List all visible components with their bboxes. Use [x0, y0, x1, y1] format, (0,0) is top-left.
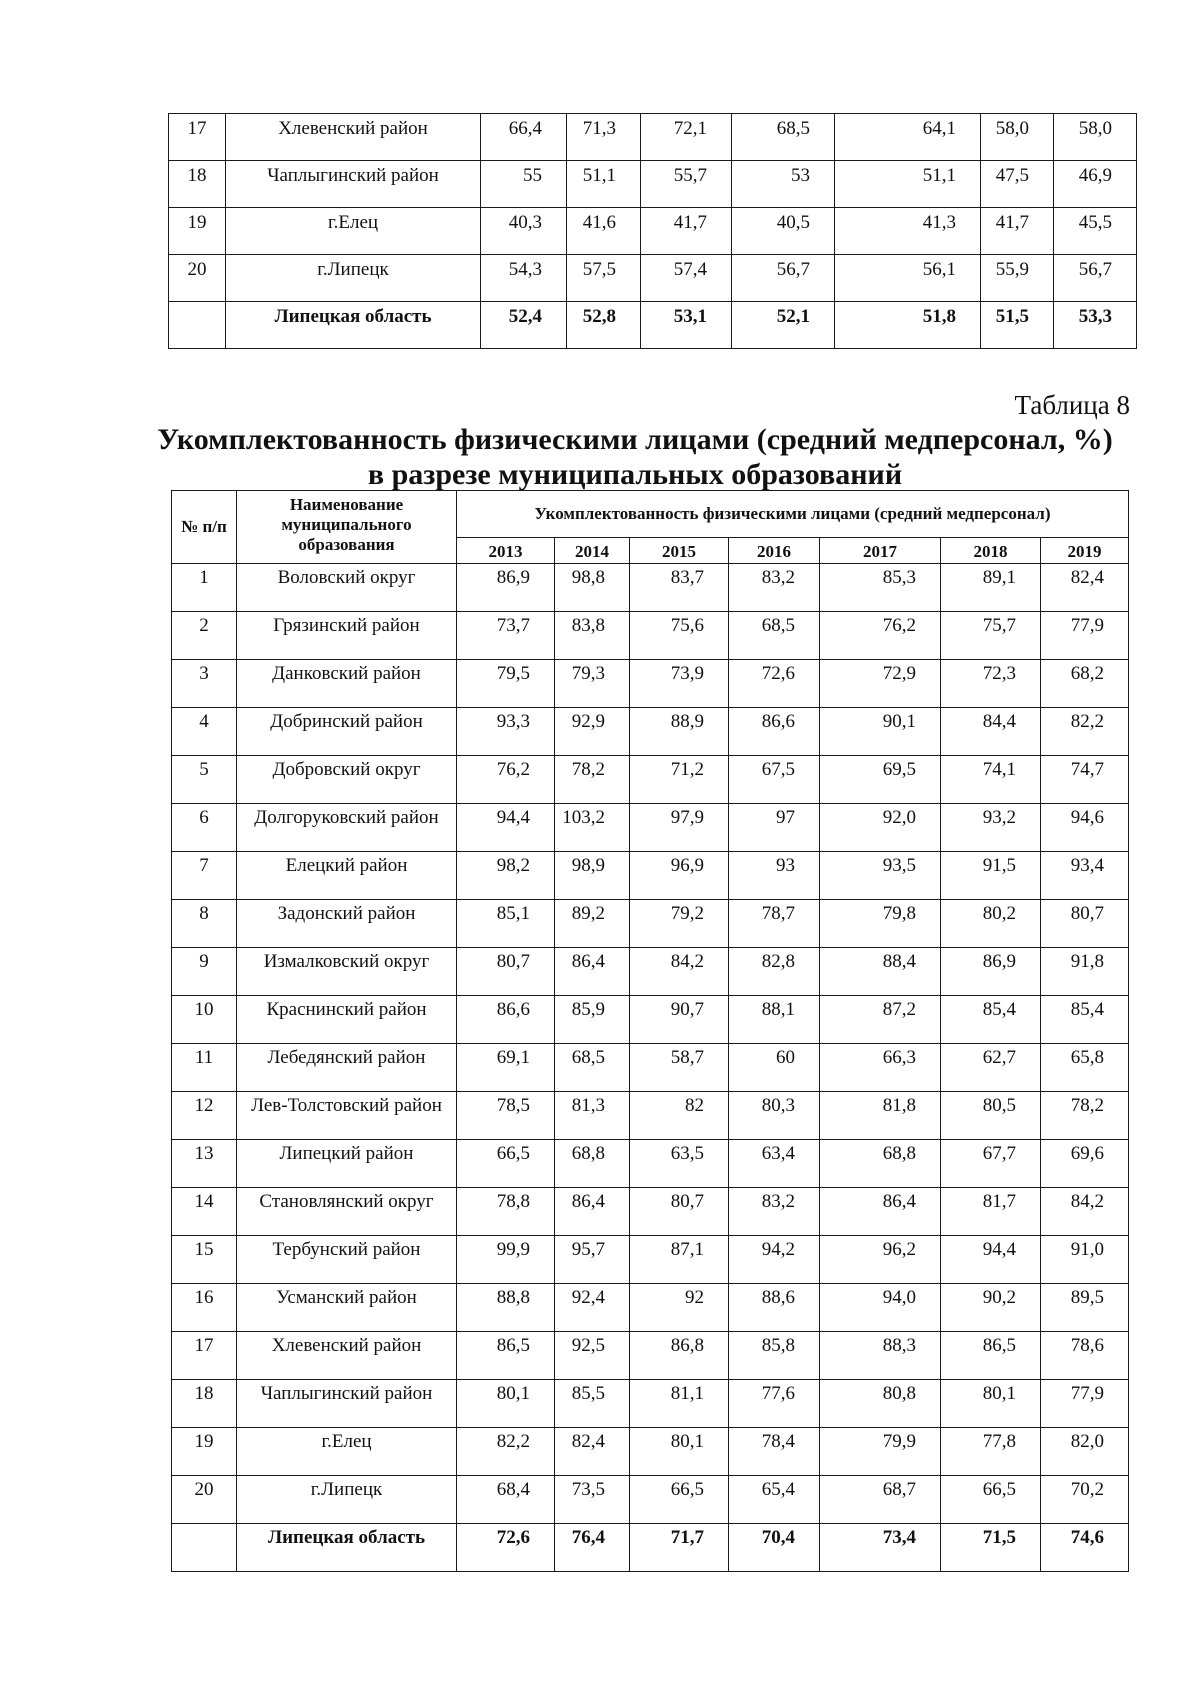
row-number: 3: [172, 660, 237, 708]
header-year: 2018: [941, 538, 1041, 564]
row-value: 93,4: [1041, 852, 1129, 900]
row-value: 60: [729, 1044, 820, 1092]
row-value: 73,9: [630, 660, 729, 708]
empty-cell: [169, 302, 226, 349]
row-value: 81,8: [820, 1092, 941, 1140]
table-body: [172, 564, 1129, 1572]
row-value: 80,7: [630, 1188, 729, 1236]
row-value: 56,7: [732, 255, 835, 302]
row-value: 84,4: [941, 708, 1041, 756]
row-value: 86,6: [729, 708, 820, 756]
row-value: 41,7: [641, 208, 732, 255]
row-value: 71,3: [567, 114, 641, 161]
row-name: Краснинский район: [237, 996, 457, 1044]
row-value: 58,0: [981, 114, 1054, 161]
row-value: 73,7: [457, 612, 555, 660]
row-value: 78,7: [729, 900, 820, 948]
row-value: 79,5: [457, 660, 555, 708]
row-value: 94,6: [1041, 804, 1129, 852]
row-value: 94,0: [820, 1284, 941, 1332]
table-row: [172, 1332, 1129, 1380]
row-value: 74,1: [941, 756, 1041, 804]
row-value: 41,3: [835, 208, 981, 255]
row-number: 16: [172, 1284, 237, 1332]
total-value: 72,6: [457, 1524, 555, 1572]
row-value: 80,3: [729, 1092, 820, 1140]
row-value: 77,6: [729, 1380, 820, 1428]
row-number: 14: [172, 1188, 237, 1236]
row-value: 68,7: [820, 1476, 941, 1524]
row-value: 63,5: [630, 1140, 729, 1188]
row-value: 69,1: [457, 1044, 555, 1092]
row-name: Становлянский округ: [237, 1188, 457, 1236]
row-value: 86,5: [941, 1332, 1041, 1380]
row-value: 87,2: [820, 996, 941, 1044]
table-row: [172, 708, 1129, 756]
row-value: 81,7: [941, 1188, 1041, 1236]
row-name: Задонский район: [237, 900, 457, 948]
row-name: г.Елец: [226, 208, 481, 255]
header-year: 2013: [457, 538, 555, 564]
row-name: Грязинский район: [237, 612, 457, 660]
row-number: 12: [172, 1092, 237, 1140]
row-value: 51,1: [835, 161, 981, 208]
row-value: 86,9: [457, 564, 555, 612]
header-group: Укомплектованность физическими лицами (средний медперсонал): [457, 491, 1129, 538]
row-value: 68,8: [555, 1140, 630, 1188]
row-value: 92,9: [555, 708, 630, 756]
row-name: г.Елец: [237, 1428, 457, 1476]
row-value: 87,1: [630, 1236, 729, 1284]
row-value: 77,8: [941, 1428, 1041, 1476]
row-value: 79,3: [555, 660, 630, 708]
row-number: 19: [169, 208, 226, 255]
table-row: [169, 255, 1137, 302]
row-number: 11: [172, 1044, 237, 1092]
row-value: 66,4: [481, 114, 567, 161]
row-value: 86,5: [457, 1332, 555, 1380]
row-value: 93: [729, 852, 820, 900]
row-value: 88,3: [820, 1332, 941, 1380]
row-value: 80,1: [630, 1428, 729, 1476]
row-value: 83,2: [729, 1188, 820, 1236]
row-value: 68,5: [555, 1044, 630, 1092]
row-value: 72,3: [941, 660, 1041, 708]
table-row: [172, 1044, 1129, 1092]
row-value: 45,5: [1054, 208, 1137, 255]
empty-cell: [172, 1524, 237, 1572]
row-value: 91,5: [941, 852, 1041, 900]
total-row: [172, 1524, 1129, 1572]
row-value: 88,6: [729, 1284, 820, 1332]
total-value: 53,1: [641, 302, 732, 349]
table-row: [172, 1140, 1129, 1188]
row-number: 19: [172, 1428, 237, 1476]
table-row: [172, 612, 1129, 660]
row-name: Хлевенский район: [226, 114, 481, 161]
row-number: 20: [169, 255, 226, 302]
row-number: 8: [172, 900, 237, 948]
previous-table-body: [169, 114, 1137, 349]
row-number: 10: [172, 996, 237, 1044]
row-name: Хлевенский район: [237, 1332, 457, 1380]
row-value: 85,4: [941, 996, 1041, 1044]
row-value: 68,5: [729, 612, 820, 660]
row-value: 85,3: [820, 564, 941, 612]
table-row: [172, 660, 1129, 708]
header-year: 2014: [555, 538, 630, 564]
total-value: 51,5: [981, 302, 1054, 349]
row-value: 92,0: [820, 804, 941, 852]
row-value: 98,8: [555, 564, 630, 612]
row-value: 89,2: [555, 900, 630, 948]
row-value: 78,4: [729, 1428, 820, 1476]
row-number: 9: [172, 948, 237, 996]
row-value: 75,6: [630, 612, 729, 660]
row-value: 77,9: [1041, 612, 1129, 660]
table-row: [169, 208, 1137, 255]
row-value: 58,0: [1054, 114, 1137, 161]
table-row: [169, 114, 1137, 161]
total-value: 74,6: [1041, 1524, 1129, 1572]
row-number: 7: [172, 852, 237, 900]
table-8: [171, 490, 1129, 1572]
row-value: 78,6: [1041, 1332, 1129, 1380]
row-value: 93,2: [941, 804, 1041, 852]
header-year: 2016: [729, 538, 820, 564]
row-name: Елецкий район: [237, 852, 457, 900]
row-value: 85,4: [1041, 996, 1129, 1044]
row-value: 82,4: [555, 1428, 630, 1476]
row-value: 88,1: [729, 996, 820, 1044]
row-value: 68,4: [457, 1476, 555, 1524]
row-value: 66,3: [820, 1044, 941, 1092]
row-value: 66,5: [941, 1476, 1041, 1524]
row-value: 80,1: [457, 1380, 555, 1428]
row-value: 76,2: [820, 612, 941, 660]
row-value: 78,2: [1041, 1092, 1129, 1140]
row-value: 46,9: [1054, 161, 1137, 208]
total-value: 71,5: [941, 1524, 1041, 1572]
row-value: 86,6: [457, 996, 555, 1044]
row-value: 58,7: [630, 1044, 729, 1092]
row-value: 67,7: [941, 1140, 1041, 1188]
row-value: 78,5: [457, 1092, 555, 1140]
row-value: 95,7: [555, 1236, 630, 1284]
row-value: 97,9: [630, 804, 729, 852]
table-row: [172, 900, 1129, 948]
table-row: [172, 564, 1129, 612]
total-value: 71,7: [630, 1524, 729, 1572]
table-row: [172, 852, 1129, 900]
row-value: 66,5: [630, 1476, 729, 1524]
row-value: 47,5: [981, 161, 1054, 208]
row-value: 65,4: [729, 1476, 820, 1524]
row-value: 40,5: [732, 208, 835, 255]
row-value: 83,7: [630, 564, 729, 612]
row-value: 70,2: [1041, 1476, 1129, 1524]
row-value: 93,3: [457, 708, 555, 756]
row-number: 18: [172, 1380, 237, 1428]
row-value: 63,4: [729, 1140, 820, 1188]
row-value: 86,8: [630, 1332, 729, 1380]
row-value: 94,4: [457, 804, 555, 852]
row-value: 82,8: [729, 948, 820, 996]
row-value: 56,1: [835, 255, 981, 302]
row-value: 94,4: [941, 1236, 1041, 1284]
row-name: Данковский район: [237, 660, 457, 708]
table-row: [172, 804, 1129, 852]
row-value: 90,1: [820, 708, 941, 756]
row-number: 6: [172, 804, 237, 852]
row-value: 73,5: [555, 1476, 630, 1524]
total-value: 73,4: [820, 1524, 941, 1572]
row-value: 91,8: [1041, 948, 1129, 996]
header-year: 2017: [820, 538, 941, 564]
row-value: 68,5: [732, 114, 835, 161]
row-value: 93,5: [820, 852, 941, 900]
row-number: 1: [172, 564, 237, 612]
row-value: 103,2: [555, 804, 630, 852]
row-name: Усманский район: [237, 1284, 457, 1332]
table-row: [169, 161, 1137, 208]
row-name: Липецкий район: [237, 1140, 457, 1188]
row-value: 57,4: [641, 255, 732, 302]
row-value: 99,9: [457, 1236, 555, 1284]
row-value: 55,7: [641, 161, 732, 208]
row-value: 82: [630, 1092, 729, 1140]
row-value: 72,1: [641, 114, 732, 161]
row-value: 92: [630, 1284, 729, 1332]
row-value: 96,9: [630, 852, 729, 900]
row-number: 18: [169, 161, 226, 208]
total-name: Липецкая область: [237, 1524, 457, 1572]
total-value: 51,8: [835, 302, 981, 349]
table-row: [172, 1188, 1129, 1236]
row-value: 91,0: [1041, 1236, 1129, 1284]
row-value: 92,5: [555, 1332, 630, 1380]
row-value: 62,7: [941, 1044, 1041, 1092]
row-number: 15: [172, 1236, 237, 1284]
row-value: 90,2: [941, 1284, 1041, 1332]
row-value: 54,3: [481, 255, 567, 302]
row-value: 85,5: [555, 1380, 630, 1428]
table-title: Укомплектованность физическими лицами (средний медперсонал, %) в разрезе муниципальных образований: [157, 423, 1113, 491]
row-value: 80,7: [457, 948, 555, 996]
table-row: [172, 1476, 1129, 1524]
row-name: Чаплыгинский район: [226, 161, 481, 208]
row-value: 89,5: [1041, 1284, 1129, 1332]
row-value: 71,2: [630, 756, 729, 804]
row-value: 78,2: [555, 756, 630, 804]
row-value: 66,5: [457, 1140, 555, 1188]
row-value: 88,4: [820, 948, 941, 996]
row-value: 96,2: [820, 1236, 941, 1284]
row-name: Лебедянский район: [237, 1044, 457, 1092]
row-name: г.Липецк: [226, 255, 481, 302]
row-name: Добринский район: [237, 708, 457, 756]
row-value: 84,2: [630, 948, 729, 996]
row-value: 75,7: [941, 612, 1041, 660]
row-value: 86,4: [555, 948, 630, 996]
total-value: 52,1: [732, 302, 835, 349]
row-value: 80,8: [820, 1380, 941, 1428]
row-value: 64,1: [835, 114, 981, 161]
row-name: Измалковский округ: [237, 948, 457, 996]
row-name: Долгоруковский район: [237, 804, 457, 852]
row-value: 57,5: [567, 255, 641, 302]
row-number: 17: [169, 114, 226, 161]
header-year: 2019: [1041, 538, 1129, 564]
row-value: 82,2: [1041, 708, 1129, 756]
row-value: 86,4: [820, 1188, 941, 1236]
row-value: 97: [729, 804, 820, 852]
row-value: 67,5: [729, 756, 820, 804]
row-value: 85,1: [457, 900, 555, 948]
table-row: [172, 1236, 1129, 1284]
header-name: Наименование муниципального образования: [237, 491, 457, 564]
total-value: 52,4: [481, 302, 567, 349]
row-number: 4: [172, 708, 237, 756]
row-number: 20: [172, 1476, 237, 1524]
row-value: 56,7: [1054, 255, 1137, 302]
row-value: 65,8: [1041, 1044, 1129, 1092]
row-value: 86,4: [555, 1188, 630, 1236]
row-value: 83,2: [729, 564, 820, 612]
total-value: 52,8: [567, 302, 641, 349]
row-value: 81,1: [630, 1380, 729, 1428]
row-name: Воловский округ: [237, 564, 457, 612]
table-row: [172, 1380, 1129, 1428]
row-value: 53: [732, 161, 835, 208]
row-number: 2: [172, 612, 237, 660]
row-value: 81,3: [555, 1092, 630, 1140]
row-name: Чаплыгинский район: [237, 1380, 457, 1428]
row-value: 77,9: [1041, 1380, 1129, 1428]
total-value: 76,4: [555, 1524, 630, 1572]
row-value: 94,2: [729, 1236, 820, 1284]
header-year: 2015: [630, 538, 729, 564]
row-value: 55,9: [981, 255, 1054, 302]
table-row: [172, 756, 1129, 804]
row-value: 68,8: [820, 1140, 941, 1188]
row-value: 80,1: [941, 1380, 1041, 1428]
row-value: 68,2: [1041, 660, 1129, 708]
row-name: г.Липецк: [237, 1476, 457, 1524]
row-number: 5: [172, 756, 237, 804]
row-value: 88,9: [630, 708, 729, 756]
row-value: 90,7: [630, 996, 729, 1044]
row-value: 40,3: [481, 208, 567, 255]
row-name: Тербунский район: [237, 1236, 457, 1284]
table-row: [172, 996, 1129, 1044]
table-row: [172, 1284, 1129, 1332]
row-value: 79,8: [820, 900, 941, 948]
previous-table-continuation: [168, 113, 1137, 349]
total-name: Липецкая область: [226, 302, 481, 349]
row-value: 80,7: [1041, 900, 1129, 948]
row-value: 80,2: [941, 900, 1041, 948]
total-row: [169, 302, 1137, 349]
total-value: 70,4: [729, 1524, 820, 1572]
row-value: 84,2: [1041, 1188, 1129, 1236]
row-value: 88,8: [457, 1284, 555, 1332]
table-row: [172, 948, 1129, 996]
row-value: 41,6: [567, 208, 641, 255]
row-value: 98,9: [555, 852, 630, 900]
row-value: 89,1: [941, 564, 1041, 612]
table-header: [172, 491, 1129, 564]
row-value: 69,5: [820, 756, 941, 804]
row-value: 83,8: [555, 612, 630, 660]
row-value: 86,9: [941, 948, 1041, 996]
row-value: 79,9: [820, 1428, 941, 1476]
table-row: [172, 1092, 1129, 1140]
row-value: 72,6: [729, 660, 820, 708]
row-value: 85,9: [555, 996, 630, 1044]
row-value: 79,2: [630, 900, 729, 948]
row-name: Лев-Толстовский район: [237, 1092, 457, 1140]
row-value: 80,5: [941, 1092, 1041, 1140]
row-value: 72,9: [820, 660, 941, 708]
row-value: 51,1: [567, 161, 641, 208]
row-name: Добровский округ: [237, 756, 457, 804]
table-caption: Таблица 8: [1014, 390, 1130, 420]
row-value: 82,2: [457, 1428, 555, 1476]
row-value: 92,4: [555, 1284, 630, 1332]
table-row: [172, 1428, 1129, 1476]
row-number: 13: [172, 1140, 237, 1188]
header-num: № п/п: [172, 491, 237, 564]
row-value: 78,8: [457, 1188, 555, 1236]
total-value: 53,3: [1054, 302, 1137, 349]
row-value: 98,2: [457, 852, 555, 900]
row-value: 76,2: [457, 756, 555, 804]
row-value: 69,6: [1041, 1140, 1129, 1188]
row-value: 55: [481, 161, 567, 208]
row-value: 74,7: [1041, 756, 1129, 804]
row-value: 85,8: [729, 1332, 820, 1380]
row-value: 41,7: [981, 208, 1054, 255]
row-value: 82,0: [1041, 1428, 1129, 1476]
row-number: 17: [172, 1332, 237, 1380]
row-value: 82,4: [1041, 564, 1129, 612]
